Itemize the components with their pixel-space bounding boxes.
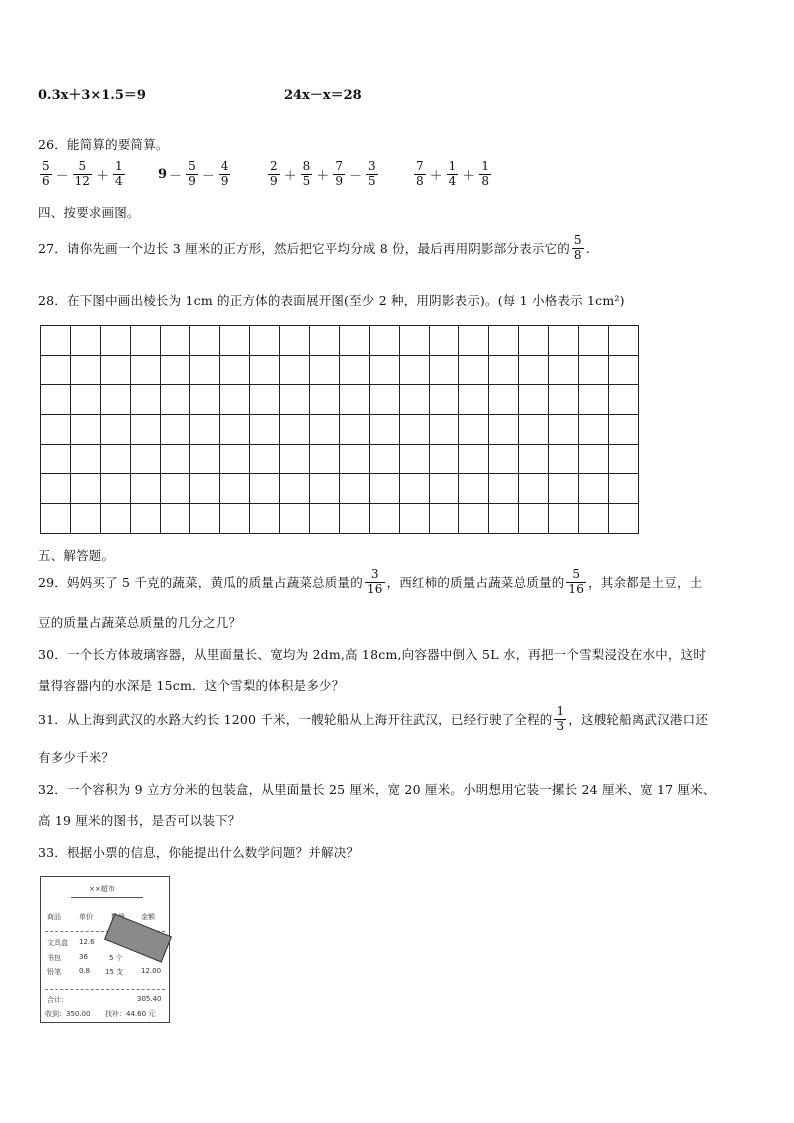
grid-cell[interactable] (340, 504, 370, 534)
grid-cell[interactable] (41, 415, 71, 445)
grid-cell[interactable] (430, 474, 460, 504)
fraction: $\frac{5}{12}$ (74, 159, 90, 188)
grid-cell[interactable] (609, 474, 639, 504)
grid-cell[interactable] (101, 504, 131, 534)
grid-cell[interactable] (459, 504, 489, 534)
receipt-received: 收到：350.00 (45, 1010, 91, 1018)
grid-cell[interactable] (310, 356, 340, 386)
grid-cell[interactable] (459, 385, 489, 415)
receipt (40, 876, 170, 1023)
grid-cell[interactable] (190, 356, 220, 386)
q30-line-2: 量得容器内的水深是 15cm．这个雪梨的体积是多少？ (38, 678, 345, 693)
grid-cell[interactable] (340, 474, 370, 504)
grid-cell[interactable] (340, 326, 370, 356)
grid-cell[interactable] (280, 474, 310, 504)
grid-cell[interactable] (190, 326, 220, 356)
grid-cell[interactable] (220, 326, 250, 356)
receipt-change: 找补：44.60 元 (105, 1010, 156, 1018)
grid-cell[interactable] (579, 356, 609, 386)
receipt-cell: 铅笔 (47, 968, 61, 976)
grid-cell[interactable] (489, 385, 519, 415)
grid-cell[interactable] (400, 415, 430, 445)
q27: 27．请你先画一个边长 3 厘米的正方形，然后把它平均分成 8 份，最后再用阴影部分表示它的 $\frac{5}{8}$ . (38, 233, 590, 262)
grid-cell[interactable] (370, 326, 400, 356)
fraction: $\frac{7}{9}$ (335, 159, 343, 188)
grid-cell[interactable] (250, 415, 280, 445)
grid-cell[interactable] (579, 326, 609, 356)
grid-cell[interactable] (489, 356, 519, 386)
grid-cell[interactable] (220, 474, 250, 504)
grid-cell[interactable] (519, 474, 549, 504)
grid-cell[interactable] (131, 445, 161, 475)
grid-cell[interactable] (161, 474, 191, 504)
divider (45, 989, 165, 990)
receipt-header: 金额 (141, 913, 155, 921)
grid-cell[interactable] (400, 385, 430, 415)
fraction: $\frac{8}{5}$ (302, 159, 311, 188)
grid-cell[interactable] (250, 326, 280, 356)
grid-cell[interactable] (161, 415, 191, 445)
grid-cell[interactable] (549, 356, 579, 386)
grid-cell[interactable] (549, 385, 579, 415)
section-5-heading: 五、解答题。 (38, 548, 115, 563)
q30-line-1: 30．一个长方体玻璃容器，从里面量长、宽均为 2dm,高 18cm,向容器中倒入 5L 水，再把一个雪梨浸没在水中，这时 (38, 647, 707, 662)
fraction: $\frac{7}{8}$ (416, 159, 424, 188)
grid-cell[interactable] (190, 474, 220, 504)
q31-line-1: 31．从上海到武汉的水路大约长 1200 千米，一艘轮船从上海开往武汉，已经行驶了全程的 $\frac{1}{3}$ ，这艘轮船离武汉港口还 (38, 704, 709, 733)
grid-cell[interactable] (71, 385, 101, 415)
grid-cell[interactable] (220, 385, 250, 415)
grid-cell[interactable] (280, 445, 310, 475)
grid-cell[interactable] (41, 385, 71, 415)
grid-cell[interactable] (190, 445, 220, 475)
grid-cell[interactable] (310, 415, 340, 445)
q32-line-2: 高 19 厘米的图书，是否可以装下？ (38, 813, 241, 828)
grid-cell[interactable] (430, 385, 460, 415)
divider (71, 897, 143, 898)
grid-cell[interactable] (579, 474, 609, 504)
grid-cell[interactable] (340, 385, 370, 415)
grid-cell[interactable] (549, 474, 579, 504)
receipt-header: 单价 (79, 913, 93, 921)
grid-cell[interactable] (220, 356, 250, 386)
grid-cell[interactable] (190, 504, 220, 534)
grid-cell[interactable] (310, 504, 340, 534)
grid-cell[interactable] (310, 474, 340, 504)
grid-cell[interactable] (370, 385, 400, 415)
grid-cell[interactable] (609, 326, 639, 356)
grid-cell[interactable] (71, 504, 101, 534)
q29-line-2: 豆的质量占蔬菜总质量的几分之几？ (38, 615, 242, 630)
grid-cell[interactable] (131, 385, 161, 415)
grid-cell[interactable] (519, 504, 549, 534)
grid-cell[interactable] (220, 415, 250, 445)
grid-cell[interactable] (310, 326, 340, 356)
grid-cell[interactable] (41, 445, 71, 475)
grid-cell[interactable] (459, 445, 489, 475)
receipt-store-name: ××超市 (89, 885, 115, 893)
receipt-cell: 0.8 (79, 967, 91, 975)
grid-cell[interactable] (250, 504, 280, 534)
grid-cell[interactable] (340, 445, 370, 475)
grid-cell[interactable] (430, 504, 460, 534)
grid-cell[interactable] (131, 356, 161, 386)
grid-cell[interactable] (41, 326, 71, 356)
grid-cell[interactable] (430, 356, 460, 386)
q26-title: 26．能简算的要简算。 (38, 137, 169, 152)
section-4-heading: 四、按要求画图。 (38, 205, 140, 220)
grid-cell[interactable] (579, 504, 609, 534)
grid-cell[interactable] (519, 445, 549, 475)
receipt-header: 商品 (47, 913, 61, 921)
grid-cell[interactable] (161, 504, 191, 534)
grid-cell[interactable] (101, 385, 131, 415)
grid-cell[interactable] (190, 385, 220, 415)
q29-line-1: 29．妈妈买了 5 千克的蔬菜，黄瓜的质量占蔬菜总质量的 $\frac{3}{16}$ ，西红柿的质量占蔬菜总质量的 $\frac{5}{16}$ ，其余都是土豆，土 (38, 567, 703, 596)
receipt-cell: 文具盒 (47, 939, 68, 947)
grid-cell[interactable] (430, 445, 460, 475)
grid-cell[interactable] (161, 385, 191, 415)
grid-cell[interactable] (71, 356, 101, 386)
grid-cell[interactable] (310, 445, 340, 475)
fraction: $\frac{3}{16}$ (366, 567, 383, 596)
grid-cell[interactable] (280, 415, 310, 445)
grid-cell[interactable] (131, 504, 161, 534)
grid-cell[interactable] (131, 415, 161, 445)
grid-cell[interactable] (549, 504, 579, 534)
receipt-cell: 15 支 (105, 968, 124, 976)
grid-cell[interactable] (549, 445, 579, 475)
grid-cell[interactable] (101, 415, 131, 445)
grid-cell[interactable] (459, 474, 489, 504)
grid-cell[interactable] (400, 356, 430, 386)
q26-expression-2: 9 － $\frac{5}{9}$ － $\frac{4}{9}$ (158, 159, 229, 188)
grid-cell[interactable] (400, 474, 430, 504)
grid-cell[interactable] (549, 415, 579, 445)
grid-cell[interactable] (370, 415, 400, 445)
grid-cell[interactable] (489, 445, 519, 475)
grid-cell[interactable] (280, 326, 310, 356)
q26-expression-4: $\frac{7}{8}$ ＋ $\frac{1}{4}$ ＋ $\frac{1}{8}$ (416, 159, 489, 188)
grid-cell[interactable] (400, 326, 430, 356)
grid-cell[interactable] (41, 504, 71, 534)
grid-cell[interactable] (250, 474, 280, 504)
q33-text: 33．根据小票的信息，你能提出什么数学问题？并解决？ (38, 845, 360, 860)
grid-cell[interactable] (579, 445, 609, 475)
grid-cell[interactable] (101, 356, 131, 386)
grid-cell[interactable] (519, 385, 549, 415)
fraction: $\frac{5}{6}$ (42, 159, 50, 188)
grid-cell[interactable] (489, 474, 519, 504)
grid-cell[interactable] (41, 474, 71, 504)
grid-cell[interactable] (340, 356, 370, 386)
grid-cell[interactable] (250, 445, 280, 475)
grid-cell[interactable] (519, 356, 549, 386)
grid-cell[interactable] (370, 445, 400, 475)
fraction: $\frac{5}{16}$ (568, 567, 585, 596)
receipt-total-label: 合计： (47, 996, 68, 1004)
grid-cell[interactable] (41, 356, 71, 386)
grid-cell[interactable] (370, 504, 400, 534)
grid-cell[interactable] (161, 326, 191, 356)
grid-cell[interactable] (131, 326, 161, 356)
grid-cell[interactable] (101, 326, 131, 356)
grid-cell[interactable] (220, 445, 250, 475)
grid-cell[interactable] (161, 445, 191, 475)
fraction: $\frac{5}{9}$ (188, 159, 196, 188)
grid-cell[interactable] (400, 504, 430, 534)
grid-cell[interactable] (101, 445, 131, 475)
grid-cell[interactable] (609, 504, 639, 534)
grid-cell[interactable] (310, 385, 340, 415)
grid-cell[interactable] (549, 326, 579, 356)
grid-cell[interactable] (340, 415, 370, 445)
grid-cell[interactable] (190, 415, 220, 445)
q26-expression-1: $\frac{5}{6}$ － $\frac{5}{12}$ ＋ $\frac{1}{4}$ (42, 159, 123, 188)
grid-cell[interactable] (489, 504, 519, 534)
grid-cell[interactable] (71, 415, 101, 445)
q31-line-2: 有多少千米？ (38, 750, 115, 765)
grid-cell[interactable] (161, 356, 191, 386)
grid-cell[interactable] (280, 385, 310, 415)
q28-text: 28．在下图中画出棱长为 1cm 的正方体的表面展开图(至少 2 种，用阴影表示)。(每 1 小格表示 1cm²) (38, 293, 625, 308)
grid-cell[interactable] (280, 356, 310, 386)
grid-cell[interactable] (459, 415, 489, 445)
grid-cell[interactable] (579, 385, 609, 415)
fraction: $\frac{1}{4}$ (114, 159, 123, 188)
grid-cell[interactable] (71, 326, 101, 356)
drawing-grid[interactable] (40, 325, 639, 534)
fraction: $\frac{2}{9}$ (270, 159, 278, 188)
grid-cell[interactable] (609, 356, 639, 386)
grid-cell[interactable] (459, 326, 489, 356)
receipt-cell: 12.00 (141, 967, 162, 975)
receipt-cell: 12.6 (79, 938, 95, 946)
fraction: $\frac{4}{9}$ (220, 159, 229, 188)
grid-cell[interactable] (250, 385, 280, 415)
q27-text: 27．请你先画一个边长 3 厘米的正方形，然后把它平均分成 8 份，最后再用阴影部分表示它的 (38, 241, 570, 257)
receipt-cell: 书包 (47, 954, 61, 962)
grid-cell[interactable] (131, 474, 161, 504)
grid-cell[interactable] (489, 326, 519, 356)
fraction: $\frac{1}{4}$ (448, 159, 457, 188)
grid-cell[interactable] (370, 474, 400, 504)
grid-cell[interactable] (430, 326, 460, 356)
fraction: $\frac{1}{3}$ (556, 704, 565, 733)
grid-cell[interactable] (459, 356, 489, 386)
grid-cell[interactable] (71, 445, 101, 475)
grid-cell[interactable] (579, 415, 609, 445)
fraction: $\frac{3}{5}$ (367, 159, 376, 188)
grid-cell[interactable] (71, 474, 101, 504)
grid-cell[interactable] (609, 385, 639, 415)
grid-cell[interactable] (519, 326, 549, 356)
grid-cell[interactable] (370, 356, 400, 386)
grid-cell[interactable] (400, 445, 430, 475)
equation-1: 0.3x＋3×1.5＝9 (38, 88, 146, 103)
receipt-cell: 36 (79, 953, 88, 961)
receipt-total-value: 305.40 (137, 995, 162, 1003)
receipt-cell: 5 个 (109, 954, 123, 962)
grid-cell[interactable] (250, 356, 280, 386)
q26-expression-3: $\frac{2}{9}$ ＋ $\frac{8}{5}$ ＋ $\frac{7}{9}$ － $\frac{3}{5}$ (270, 159, 376, 188)
grid-cell[interactable] (609, 445, 639, 475)
grid-cell[interactable] (430, 415, 460, 445)
fraction: $\frac{1}{8}$ (481, 159, 489, 188)
grid-cell[interactable] (489, 415, 519, 445)
grid-cell[interactable] (519, 415, 549, 445)
grid-cell[interactable] (609, 415, 639, 445)
q32-line-1: 32．一个容积为 9 立方分米的包装盒，从里面量长 25 厘米，宽 20 厘米。小明想用它装一摞长 24 厘米、宽 17 厘米、 (38, 782, 716, 797)
fraction: $\frac{5}{8}$ (573, 233, 582, 262)
grid-cell[interactable] (280, 504, 310, 534)
equation-2: 24x－x＝28 (284, 88, 362, 103)
grid-cell[interactable] (101, 474, 131, 504)
grid-cell[interactable] (220, 504, 250, 534)
